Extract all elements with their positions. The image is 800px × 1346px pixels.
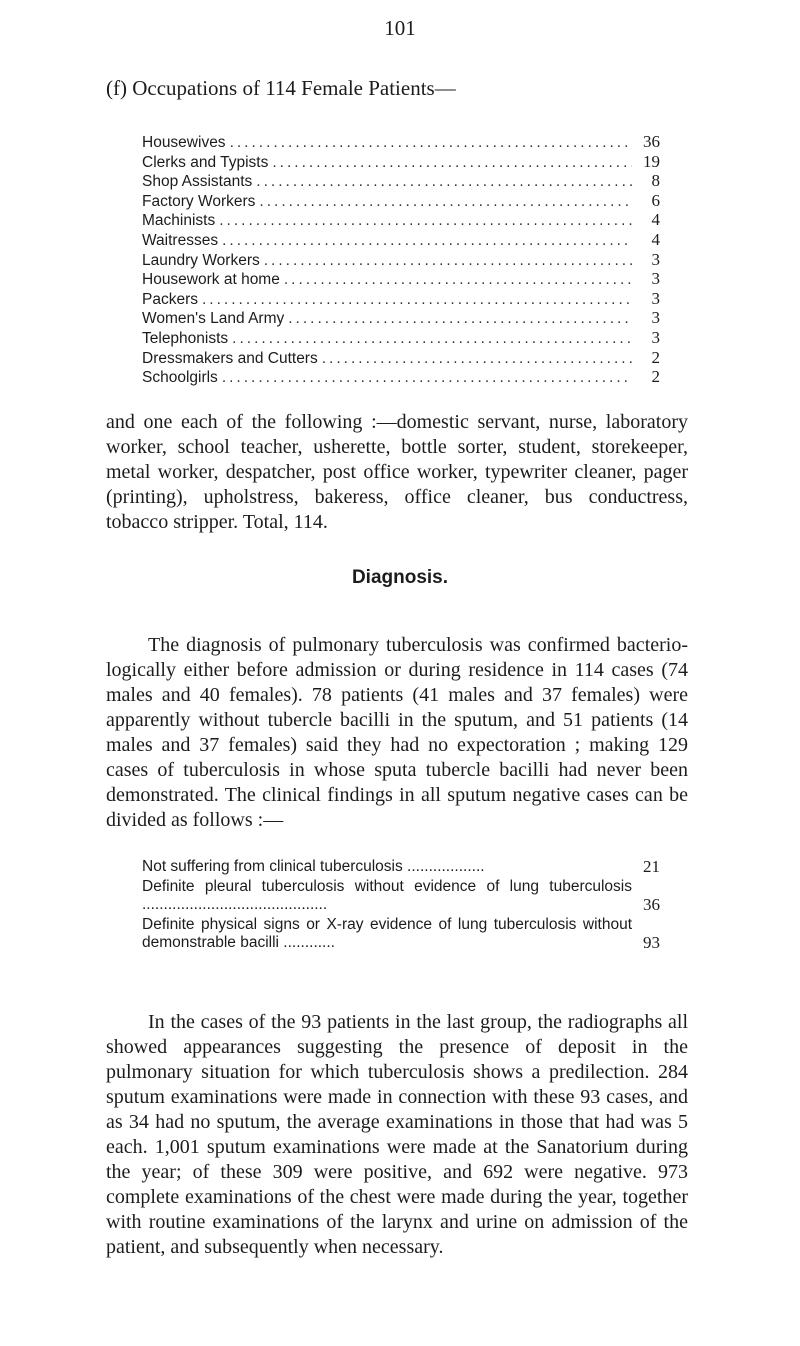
occupation-label: Machinists	[142, 212, 216, 230]
occupation-row	[142, 348, 660, 368]
diagnosis-title: Diagnosis.	[351, 567, 449, 588]
occupation-label: Laundry Workers	[142, 251, 260, 269]
occupation-row	[142, 132, 660, 152]
negative-case-row	[142, 878, 660, 914]
occupation-label: Telephonists	[142, 329, 229, 347]
occupation-row	[142, 269, 660, 289]
dot-leader	[284, 270, 632, 290]
occupation-count: 6	[651, 190, 660, 210]
occupation-count: 2	[651, 347, 660, 367]
occupation-row	[142, 171, 660, 191]
dot-leader	[232, 329, 632, 349]
occupation-label: Packers	[142, 290, 198, 308]
occupations-paragraph: and one each of the following :—domestic servant, nurse, laboratory worker, school teacher, usherette, bottle sorter, student, storekeeper, metal worker, despatcher, post office worker, typewriter cleaner, pager (printing), upholstress, bakeress, office cleaner, bus conductress, tobacco stripper. Total, 114.	[106, 411, 688, 533]
negative-case-row	[142, 858, 660, 876]
diagnosis-paragraph: The diagnosis of pulmonary tuberculosis was confirmed bacterio-logically either before admission or during residence in 114 cases (74 males and 40 females). 78 patients (41 males and 37 females) were apparently without tubercle bacilli in the sputum, and 51 patients (14 males and 37 females) said they had no expectoration ; making 129 cases of tuberculosis in whose sputa tubercle bacilli had never been demonstrated. The clinical findings in all sputum negative cases can be divided as follows :—	[106, 634, 688, 831]
occupation-label: Shop Assistants	[142, 173, 253, 191]
dot-leader	[288, 309, 632, 329]
occupations-table	[142, 132, 660, 387]
dot-leader	[202, 290, 632, 310]
negative-case-row	[142, 916, 660, 952]
negative-cases-table	[142, 858, 660, 954]
occupation-count: 36	[643, 132, 660, 151]
dot-leader	[259, 192, 632, 212]
dot-leader	[264, 251, 632, 271]
occupation-count: 3	[651, 288, 660, 308]
negative-case-label: Not suffering from clinical tuberculosis ..................	[142, 858, 485, 875]
occupation-row	[142, 328, 660, 348]
negative-case-count: 93	[643, 933, 660, 952]
occupation-row	[142, 250, 660, 270]
dot-leader	[272, 153, 632, 173]
occupation-label: Clerks and Typists	[142, 153, 269, 171]
occupation-row	[142, 191, 660, 211]
occupation-count: 4	[651, 229, 660, 249]
occupation-label: Schoolgirls	[142, 369, 218, 387]
occupation-row	[142, 210, 660, 230]
dot-leader	[256, 172, 632, 192]
dot-leader	[322, 349, 632, 369]
dot-leader	[222, 368, 632, 388]
occupation-count: 3	[651, 308, 660, 328]
occupation-label: Housework at home	[142, 271, 280, 289]
occupation-count: 3	[651, 249, 660, 269]
occupation-count: 2	[651, 367, 660, 387]
negative-case-count: 36	[643, 895, 660, 914]
occupation-count: 8	[651, 171, 660, 191]
occupation-count: 19	[643, 151, 660, 171]
occupation-count: 3	[651, 327, 660, 347]
occupation-label: Dressmakers and Cutters	[142, 349, 318, 367]
occupation-count: 3	[651, 269, 660, 289]
occupation-row	[142, 367, 660, 387]
occupation-label: Housewives	[142, 134, 226, 151]
closing-paragraph: In the cases of the 93 patients in the last group, the radiographs all showed appearances suggesting the presence of deposit in the pulmonary situation for which tuberculosis shows a predilection. 284 sputum examinations were made in connection with these 93 cases, and as 34 had no sputum, the average examinations in those that had was 5 each. 1,001 sputum examinations were made at the Sanatorium during the year; of these 309 were positive, and 692 were negative. 973 complete examinations of the chest were made during the year, together with routine examinations of the larynx and urine on admission of the patient, and subsequently when necessary.	[106, 1011, 688, 1258]
occupation-label: Waitresses	[142, 231, 219, 249]
negative-case-label: Definite physical signs or X-ray evidence of lung tuberculosis without demonstrable bacilli ............	[142, 916, 632, 951]
occupation-label: Factory Workers	[142, 192, 256, 210]
dot-leader	[219, 211, 632, 231]
occupation-row	[142, 152, 660, 172]
negative-case-label: Definite pleural tuberculosis without evidence of lung tuberculosis ...........................................	[142, 878, 632, 913]
occupation-row	[142, 230, 660, 250]
occupation-label: Women's Land Army	[142, 310, 285, 328]
occupation-row	[142, 308, 660, 328]
dot-leader	[230, 133, 632, 153]
page-number: 101	[384, 16, 416, 40]
negative-case-count: 21	[643, 857, 660, 876]
occupation-row	[142, 289, 660, 309]
occupation-count: 4	[651, 210, 660, 230]
dot-leader	[222, 231, 632, 251]
occupations-heading: (f) Occupations of 114 Female Patients—	[106, 76, 456, 100]
